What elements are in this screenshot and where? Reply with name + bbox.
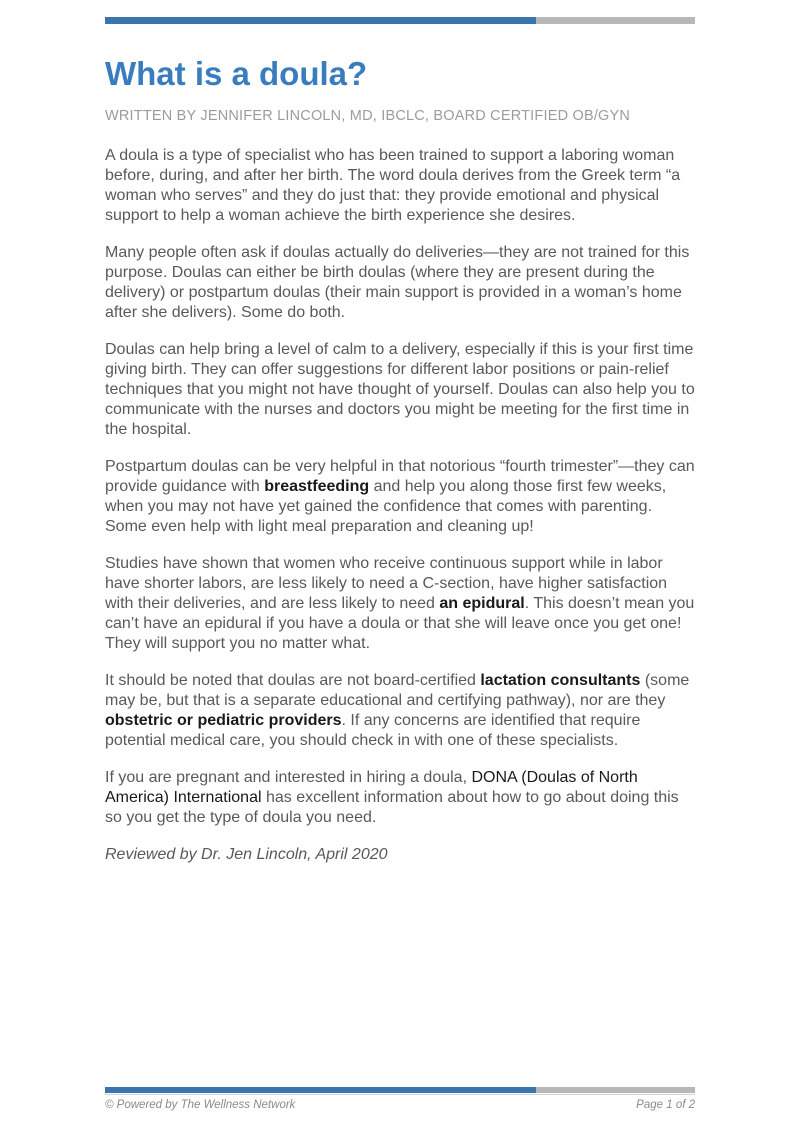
text-run: lactation consultants bbox=[480, 672, 641, 690]
paragraph bbox=[105, 146, 695, 226]
footer-divider bbox=[105, 1094, 695, 1095]
text-run: A doula is a type of specialist who has been trained to support a laboring woman before, during, and after her birth. The word doula derives from the Greek term “a woman who serves” and they do just that: they provide emotional and physical support to help a woman achieve the birth experience she desires. bbox=[105, 147, 681, 225]
page-footer bbox=[105, 1087, 695, 1111]
text-run: If you are pregnant and interested in hiring a doula, bbox=[105, 769, 472, 787]
footer-text-row bbox=[105, 1099, 695, 1111]
paragraph bbox=[105, 340, 695, 440]
paragraph bbox=[105, 554, 695, 654]
text-run: . This doesn’t mean you can’t have an epidural if you have a doula or that she will leave once you get one! They will support you no matter what. bbox=[105, 595, 695, 653]
text-run: Studies have shown that women who receive continuous support while in labor have shorter labors, are less likely to need a C-section, have higher satisfaction with their deliveries, and are less likely to need bbox=[105, 555, 668, 613]
paragraph bbox=[105, 457, 695, 537]
text-run: has excellent information about how to go about doing this so you get the type of doula you need. bbox=[105, 789, 679, 827]
footer-copyright: © Powered by The Wellness Network bbox=[105, 1099, 296, 1111]
text-run: an epidural bbox=[439, 595, 525, 613]
byline: WRITTEN BY JENNIFER LINCOLN, MD, IBCLC, BOARD CERTIFIED OB/GYN bbox=[105, 107, 631, 124]
text-run: DONA (Doulas of North America) International bbox=[105, 769, 638, 807]
text-run: breastfeeding bbox=[264, 478, 370, 496]
text-run: and help you along those first few weeks, when you may not have yet gained the confidence that comes with parenting. Some even help with light meal preparation and cleaning up! bbox=[105, 478, 667, 536]
text-run: obstetric or pediatric providers bbox=[105, 712, 342, 730]
text-run: Many people often ask if doulas actually do deliveries—they are not trained for this purpose. Doulas can either be birth doulas (where they are present during the delivery) or postpartum doulas (their main support is provided in a woman’s home after she delivers). Some do both. bbox=[105, 244, 690, 322]
paragraph bbox=[105, 243, 695, 323]
article-body bbox=[105, 146, 695, 865]
reviewed-note: Reviewed by Dr. Jen Lincoln, April 2020 bbox=[105, 846, 388, 864]
text-run: It should be noted that doulas are not board-certified bbox=[105, 672, 481, 690]
paragraph bbox=[105, 671, 695, 751]
article-content bbox=[105, 0, 695, 865]
paragraph bbox=[105, 768, 695, 828]
footer-bar-blue-segment bbox=[105, 1087, 536, 1093]
text-run: Postpartum doulas can be very helpful in that notorious “fourth trimester”—they can provide guidance with bbox=[105, 458, 695, 496]
text-run: . If any concerns are identified that require potential medical care, you should check in with one of these specialists. bbox=[105, 712, 641, 750]
text-run: (some may be, but that is a separate educational and certifying pathway), nor are they bbox=[105, 672, 690, 710]
text-run: Doulas can help bring a level of calm to a delivery, especially if this is your first time giving birth. They can offer suggestions for different labor positions or pain-relief techniques that you might not have thought of yourself. Doulas can also help you to communicate with the nurses and doctors you might be meeting for the first time in the hospital. bbox=[105, 341, 695, 439]
footer-page-indicator: Page 1 of 2 bbox=[636, 1099, 695, 1111]
footer-accent-bar bbox=[105, 1087, 695, 1093]
footer-bar-gray-segment bbox=[536, 1087, 695, 1093]
page-title: What is a doula? bbox=[105, 55, 368, 92]
